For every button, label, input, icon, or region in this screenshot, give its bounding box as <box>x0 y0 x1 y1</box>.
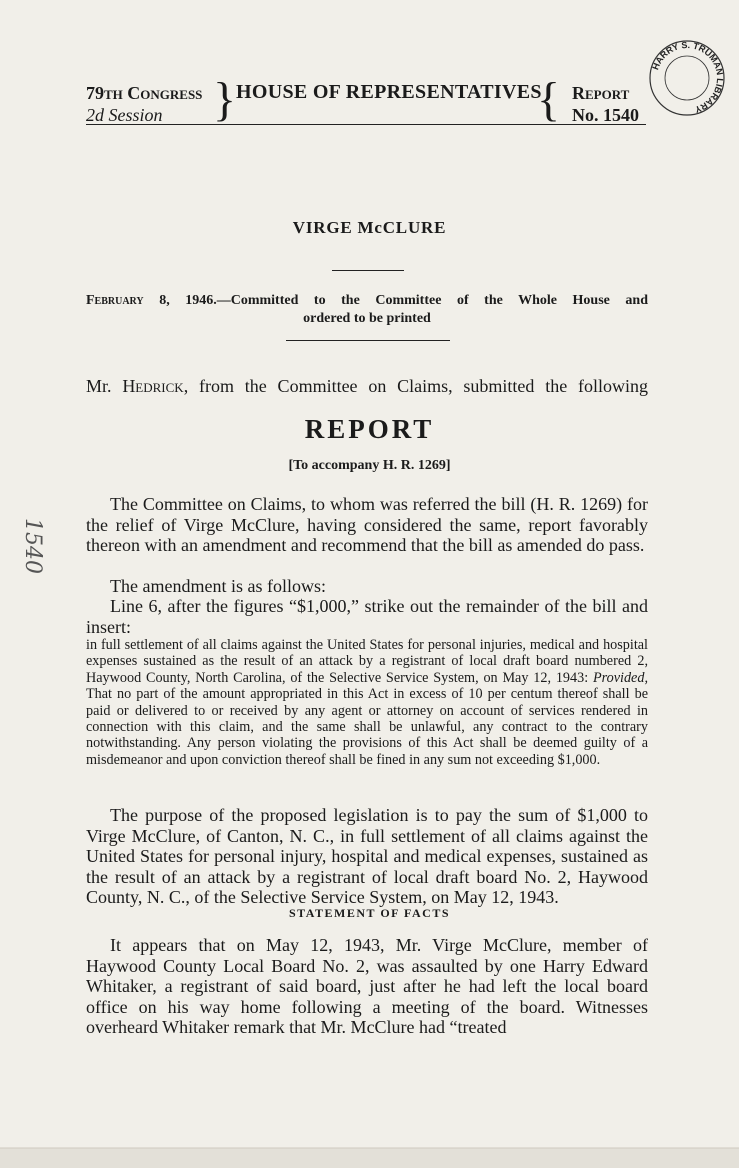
mr-prefix: Mr. <box>86 376 112 396</box>
right-brace: { <box>537 73 561 126</box>
submitted-by-line <box>86 376 648 397</box>
submitted-text: , from the Committee on Claims, submitted the following <box>183 376 648 396</box>
line6-instruction: Line 6, after the figures “$1,000,” strike out the remainder of the bill and insert: <box>86 596 648 637</box>
session-label: 2d Session <box>86 105 163 125</box>
inserted-text-part-2: That no part of the amount appropriated in this Act in excess of 10 per centum thereof shall be paid or delivered to or received by any agent or attorney on account of services rendered in connection with this claim, and the same shall be unlawful, any contract to the contrary notwithstanding. Any person violating the provisions of this Act shall be deemed guilty of a misdemeanor and upon conviction thereof shall be fined in any sum not exceeding $1,000. <box>86 686 648 768</box>
title-rule <box>332 270 404 271</box>
report-label: Report <box>572 83 630 103</box>
committed-note <box>86 292 648 328</box>
facts-paragraph: It appears that on May 12, 1943, Mr. Virge McClure, member of Haywood County Local Board No. 2, was assaulted by one Harry Edward Whitaker, a registrant of said board, just after he had left the local board office on his way home following a meeting of the board. Witnesses overheard Whitaker remark that Mr. McClure had “treated <box>86 935 648 1037</box>
purpose-paragraph: The purpose of the proposed legislation is to pay the sum of $1,000 to Virge McClure, of Canton, N. C., in full settlement of all claims against the United States for personal injury, hospital and medical expenses, sustained as the result of an attack by a registrant of local draft board No. 2, Haywood County, N. C., of the Selective Service System, on May 12, 1943. <box>86 805 648 907</box>
header-rule <box>86 124 646 125</box>
amendment-intro: The amendment is as follows: <box>110 576 326 596</box>
chamber-title: HOUSE OF REPRESENTATIVES <box>236 81 542 103</box>
page-edge <box>0 1120 739 1168</box>
inserted-text <box>86 637 648 768</box>
committed-line-2: ordered to be printed <box>303 311 431 326</box>
stamp-text: HARRY S. TRUMAN LIBRARY <box>650 39 726 115</box>
report-number: No. 1540 <box>572 105 639 125</box>
committed-line-1 <box>86 292 648 310</box>
accompany-note: [To accompany H. R. 1269] <box>288 458 451 473</box>
congress-label: 79th Congress <box>86 83 203 103</box>
committed-date: February 8, 1946. <box>86 293 217 308</box>
inserted-text-part-1: in full settlement of all claims against the United States for personal injuries, medical and hospital expenses sustained as the result of an attack by a registrant of local draft board numbered 2, Haywood County, North Carolina, of the Selective Service System, on May 12, 1943: <box>86 637 648 686</box>
provided-word: Provided, <box>592 669 648 686</box>
statement-of-facts-heading: STATEMENT OF FACTS <box>288 906 451 920</box>
intro-paragraph: The Committee on Claims, to whom was referred the bill (H. R. 1269) for the relief of Virge McClure, having considered the same, report favorably thereon with an amendment and recommend that the bill as amended do pass. <box>86 494 648 555</box>
committed-text: —Committed to the Committee of the Whole House and <box>216 293 648 308</box>
report-number-block <box>572 82 639 126</box>
member-name: Hedrick <box>122 376 184 396</box>
svg-text:1540: 1540 <box>20 518 45 574</box>
committed-rule <box>286 340 450 341</box>
bill-title: VIRGE McCLURE <box>292 218 447 237</box>
left-brace: } <box>213 73 237 126</box>
library-stamp <box>647 38 727 118</box>
handwritten-margin-note <box>8 514 56 594</box>
congress-session-block <box>86 82 202 126</box>
report-heading: REPORT <box>304 414 435 444</box>
